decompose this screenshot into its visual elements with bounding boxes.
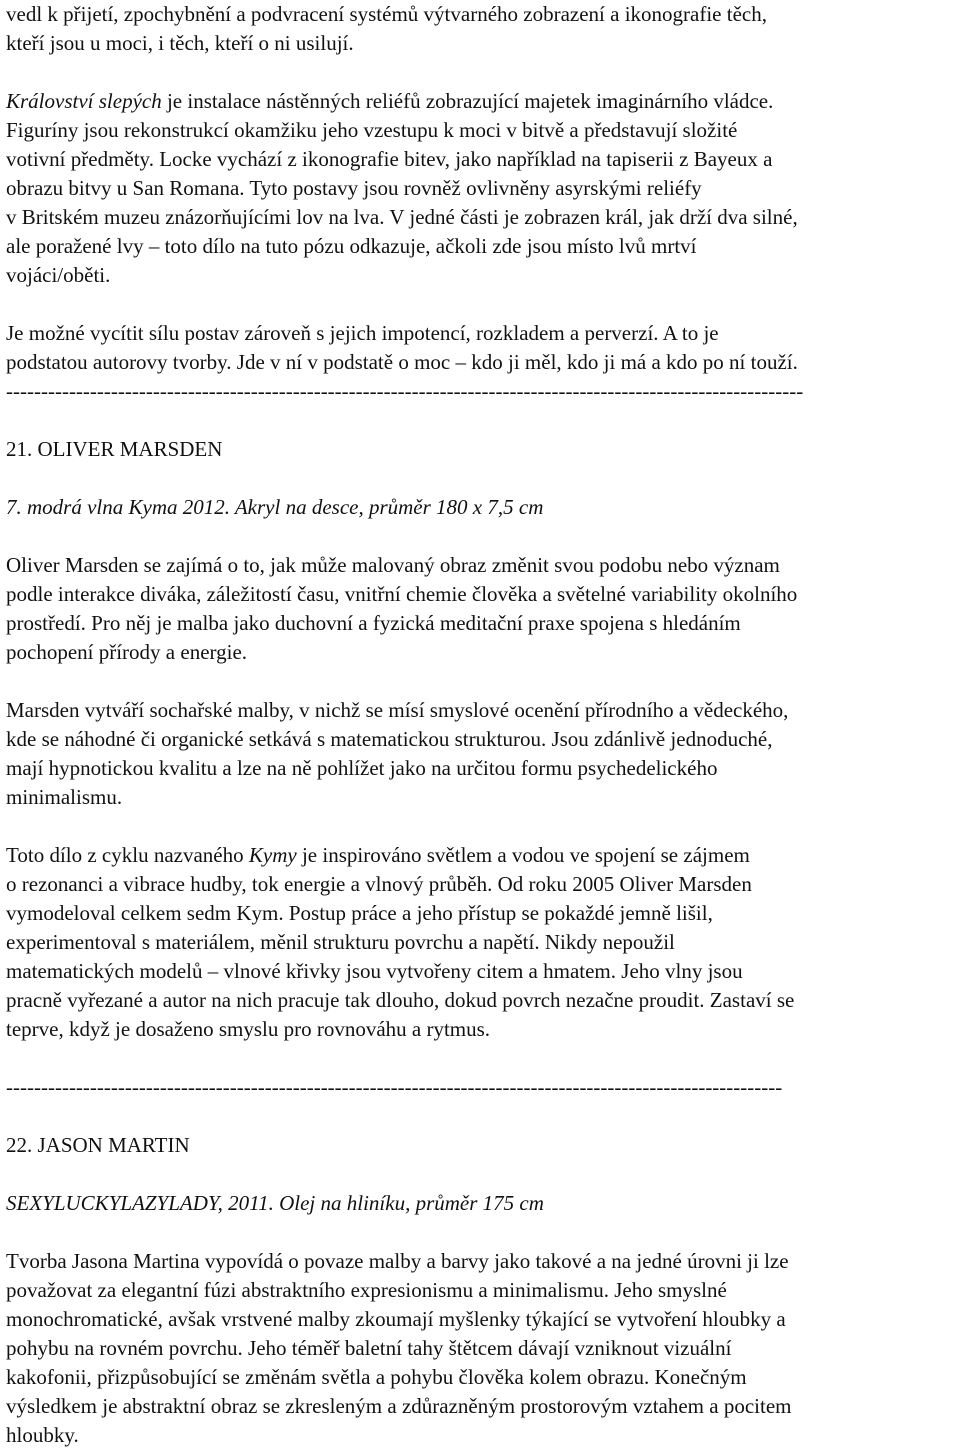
marsden-paragraph-1 [6,551,956,667]
text-line: pohybu na rovném povrchu. Jeho téměř baletní tahy štětcem dávají vzniknout vizuální [6,1336,732,1360]
text-line: považovat za elegantní fúzi abstraktního expresionismu a minimalismu. Jeho smyslné [6,1278,727,1302]
paragraph-gap [6,1102,956,1131]
text-line: monochromatické, avšak vrstvené malby zkoumají myšlenky týkající se vytvoření hloubky a [6,1307,786,1331]
paragraph-gap [6,667,956,696]
kingdom-paragraph [6,87,956,290]
martin-paragraph-1 [6,1247,956,1450]
cycle-title: Kymy [248,843,297,867]
paragraph-gap [6,464,956,493]
section-divider: --------------------------------------------------------------------------------------------------------------- [6,1075,783,1099]
section-heading-martin: 22. JASON MARTIN [6,1133,190,1157]
paragraph-gap [6,1218,956,1247]
text-line: votivní předměty. Locke vychází z ikonografie bitev, jako například na tapiserii z Bayeux a [6,147,773,171]
text-line: vymodeloval celkem sedm Kym. Postup práce a jeho přístup se pokaždé jemně lišil, [6,901,713,925]
text-line: Tvorba Jasona Martina vypovídá o povaze malby a barvy jako takové a na jedné úrovni ji lze [6,1249,789,1273]
paragraph-gap [6,522,956,551]
paragraph-gap [6,1044,956,1073]
text-line: minimalismu. [6,785,123,809]
text-line: o rezonanci a vibrace hudby, tok energie a vlnový průběh. Od roku 2005 Oliver Marsden [6,872,752,896]
text-line: Oliver Marsden se zajímá o to, jak může malovaný obraz změnit svou podobu nebo význam [6,553,780,577]
text-line: prostředí. Pro něj je malba jako duchovní a fyzická meditační praxe spojena s hledáním [6,611,741,635]
text-line: hloubky. [6,1423,79,1447]
paragraph-gap [6,58,956,87]
closing-paragraph [6,319,956,377]
text-line: obrazu bitvy u San Romana. Tyto postavy jsou rovněž ovlivněny asyrskými reliéfy [6,176,702,200]
text-line: ale poražené lvy – toto dílo na tuto pózu odkazuje, ačkoli zde jsou místo lvů mrtví [6,234,697,258]
section-divider: ------------------------------------------------------------------------------------------------------------------ [6,379,804,403]
marsden-paragraph-2 [6,696,956,812]
text-line: výsledkem je abstraktní obraz se zkresleným a zdůrazněným prostorovým vztahem a pocitem [6,1394,792,1418]
document-page [6,0,956,1450]
text-run: Toto dílo z cyklu nazvaného [6,843,249,867]
text-line: pochopení přírody a energie. [6,640,248,664]
text-line [6,841,956,870]
text-line: v Britském muzeu znázorňujícími lov na lva. V jedné části je zobrazen král, jak drží dva silné, [6,205,798,229]
text-line: Je možné vycítit sílu postav zároveň s jejich impotencí, rozkladem a perverzí. A to je [6,321,719,345]
section-heading-marsden: 21. OLIVER MARSDEN [6,437,223,461]
intro-paragraph [6,0,956,58]
text-line: teprve, když je dosaženo smyslu pro rovnováhu a rytmus. [6,1017,491,1041]
text-line [6,87,956,116]
text-line: vedl k přijetí, zpochybnění a podvracení systémů výtvarného zobrazení a ikonografie těch, [6,2,767,26]
marsden-paragraph-3 [6,841,956,1044]
paragraph-gap [6,812,956,841]
paragraph-gap [6,406,956,435]
text-line: experimentoval s materiálem, měnil strukturu povrchu a napětí. Nikdy nepoužil [6,930,675,954]
text-run: je inspirováno světlem a vodou ve spojení se zájmem [296,843,750,867]
text-run: je instalace nástěnných reliéfů zobrazující majetek imaginárního vládce. [161,89,774,113]
text-line: pracně vyřezané a autor na nich pracuje tak dlouho, dokud povrch nezačne proudit. Zastaví se [6,988,795,1012]
text-line: Figuríny jsou rekonstrukcí okamžiku jeho vzestupu k moci v bitvě a představují složité [6,118,738,142]
text-line: Marsden vytváří sochařské malby, v nichž se mísí smyslové ocenění přírodního a vědeckého, [6,698,789,722]
text-line: vojáci/oběti. [6,263,111,287]
text-line: matematických modelů – vlnové křivky jsou vytvořeny citem a hmatem. Jeho vlny jsou [6,959,743,983]
work-title: Království slepých [6,89,162,113]
text-line: podle interakce diváka, záležitostí času, vnitřní chemie člověka a světelné variability okolního [6,582,798,606]
text-line: kde se náhodné či organické setkává s matematickou strukturou. Jsou zdánlivě jednoduché, [6,727,773,751]
paragraph-gap [6,1160,956,1189]
paragraph-gap [6,290,956,319]
text-line: podstatou autorovy tvorby. Jde v ní v podstatě o moc – kdo ji měl, kdo ji má a kdo po ní touží. [6,350,798,374]
artwork-caption-marsden: 7. modrá vlna Kyma 2012. Akryl na desce, průměr 180 x 7,5 cm [6,495,544,519]
text-line: kteří jsou u moci, i těch, kteří o ni usilují. [6,31,354,55]
text-line: mají hypnotickou kvalitu a lze na ně pohlížet jako na určitou formu psychedelického [6,756,718,780]
artwork-caption-martin: SEXYLUCKYLAZYLADY, 2011. Olej na hliníku, průměr 175 cm [6,1191,544,1215]
text-line: kakofonii, přizpůsobující se změnám světla a pohybu člověka kolem obrazu. Konečným [6,1365,747,1389]
